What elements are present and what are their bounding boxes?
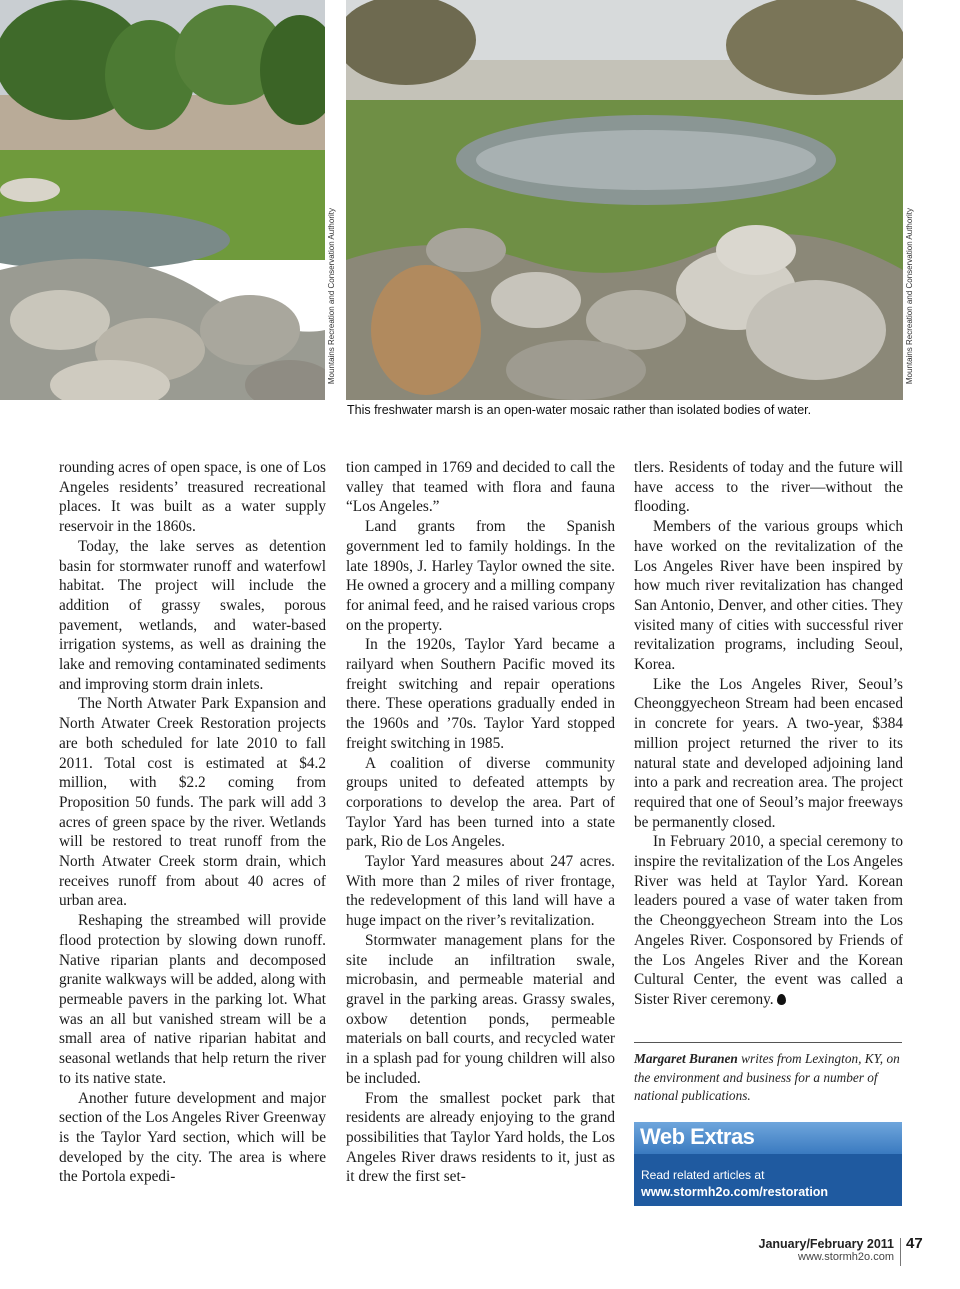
bio-divider (634, 1042, 902, 1043)
issue-date: January/February 2011 (758, 1237, 894, 1251)
author-bio (634, 1050, 902, 1106)
paragraph: Taylor Yard measures about 247 acres. With more than 2 miles of river frontage, the redevelopment of this land will have a huge impact on the river’s revitalization. (346, 853, 615, 930)
article-column-2 (346, 458, 615, 1187)
article-column-3 (634, 458, 903, 1010)
paragraph: tion camped in 1769 and decided to call the valley that teamed with flora and fauna “Los Angeles.” (346, 459, 615, 516)
web-extras-title: Web Extras (640, 1124, 755, 1149)
paragraph: Today, the lake serves as detention basin for stormwater runoff and waterfowl habitat. The project will include the addition of grassy swales, porous pavement, wetlands, and water-based irrigation systems, as well as draining the lake and removing contaminated sediments and improving storm drain inlets. (59, 537, 326, 693)
footer-folio (759, 1237, 895, 1263)
web-extras-text: Read related articles at (641, 1168, 765, 1182)
paragraph: Stormwater management plans for the site include an infiltration swale, microbasin, and permeable material and gravel in the parking areas. Grassy swales, oxbow detention ponds, permeable materials on ball courts, and recycled water in a splash pad for young children will also be included. (346, 931, 615, 1087)
paragraph (634, 832, 903, 1009)
right-photo (346, 0, 903, 400)
paragraph: Land grants from the Spanish government led to family holdings. In the late 1890s, J. Harley Taylor owned the site. He owned a grocery and a milling company for animal feed, and he raised various crops on the property. (346, 518, 615, 634)
web-extras-link[interactable]: www.stormh2o.com/restoration (641, 1185, 829, 1199)
paragraph: tlers. Residents of today and the future will have access to the river—without the flooding. (634, 459, 903, 516)
footer-site: www.stormh2o.com (798, 1251, 894, 1263)
author-name: Margaret Buranen (634, 1051, 738, 1066)
author-bio-text: writes from Lexington, KY, on the environment and business for a number of national publications. (634, 1051, 900, 1103)
page-number: 47 (906, 1235, 923, 1252)
paragraph: Members of the various groups which have worked on the revitalization of the Los Angeles River have been inspired by how much river revitalization has changed San Antonio, Denver, and other cities. They visited many of cities with successful river revitalization programs, including Seoul, Korea. (634, 518, 903, 674)
paragraph: From the smallest pocket park that residents are already enjoying to the grand possibilities that Taylor Yard holds, the Los Angeles River draws residents to it, just as it drew the first set- (346, 1089, 615, 1186)
left-photo-credit: Mountains Recreation and Conservation Authority (327, 208, 336, 385)
paragraph: Reshaping the streambed will provide flood protection by slowing down runoff. Native riparian plants and decomposed granite walkways will be added, along with permeable pavers in the parking lot. What was an all but vanished stream will be a small area of native riparian habitat and seasonal wetlands that help return the river to its native state. (59, 912, 326, 1087)
paragraph-text: In February 2010, a special ceremony to inspire the revitalization of the Los Angeles River was held at Taylor Yard. Korean leaders poured a vase of water taken from the Cheonggyecheon Stream into the Los Angeles River. Cosponsored by Friends of the Los Angeles River and the Korean Cultural Center, the event was called a Sister River ceremony. (634, 833, 903, 1008)
article-column-1 (59, 458, 326, 1187)
paragraph: A coalition of diverse community groups united to defeated attempts by corporations to develop the area. Part of Taylor Yard has been turned into a state park, Rio de Los Angeles. (346, 754, 615, 851)
photo-caption: This freshwater marsh is an open-water mosaic rather than isolated bodies of water. (347, 403, 812, 417)
paragraph: Like the Los Angeles River, Seoul’s Cheonggyecheon Stream had been encased in concrete for years. A two-year, $384 million project returned the river to its natural state and developed adjoining land into a park and recreation area. The project required that one of Seoul’s major freeways be permanently closed. (634, 675, 903, 831)
paragraph: In the 1920s, Taylor Yard became a railyard when Southern Pacific moved its freight switching and repair operations there. These operations gradually ended in the 1960s and ’70s. Taylor Yard stopped freight switching in 1985. (346, 636, 615, 752)
paragraph: Another future development and major section of the Los Angeles River Greenway is the Taylor Yard section, which will be developed by the city. The area is where the Portola expedi- (59, 1089, 326, 1186)
web-extras-box (634, 1122, 902, 1206)
end-mark-drop-icon (777, 994, 786, 1005)
folio-divider (900, 1238, 901, 1266)
left-photo (0, 0, 325, 400)
paragraph: The North Atwater Park Expansion and North Atwater Creek Restoration projects are both scheduled for late 2010 to fall 2011. Total cost is estimated at $4.2 million, with $2.2 coming from Proposition 50 funds. The park will add 3 acres of green space by the river. Wetlands will be restored to treat runoff from the North Atwater Creek storm drain, which receives runoff from about 40 acres of urban area. (59, 695, 326, 910)
right-photo-credit: Mountains Recreation and Conservation Authority (905, 208, 914, 385)
paragraph: rounding acres of open space, is one of Los Angeles residents’ treasured recreational places. It was built as a water supply reservoir in the 1860s. (59, 459, 326, 536)
